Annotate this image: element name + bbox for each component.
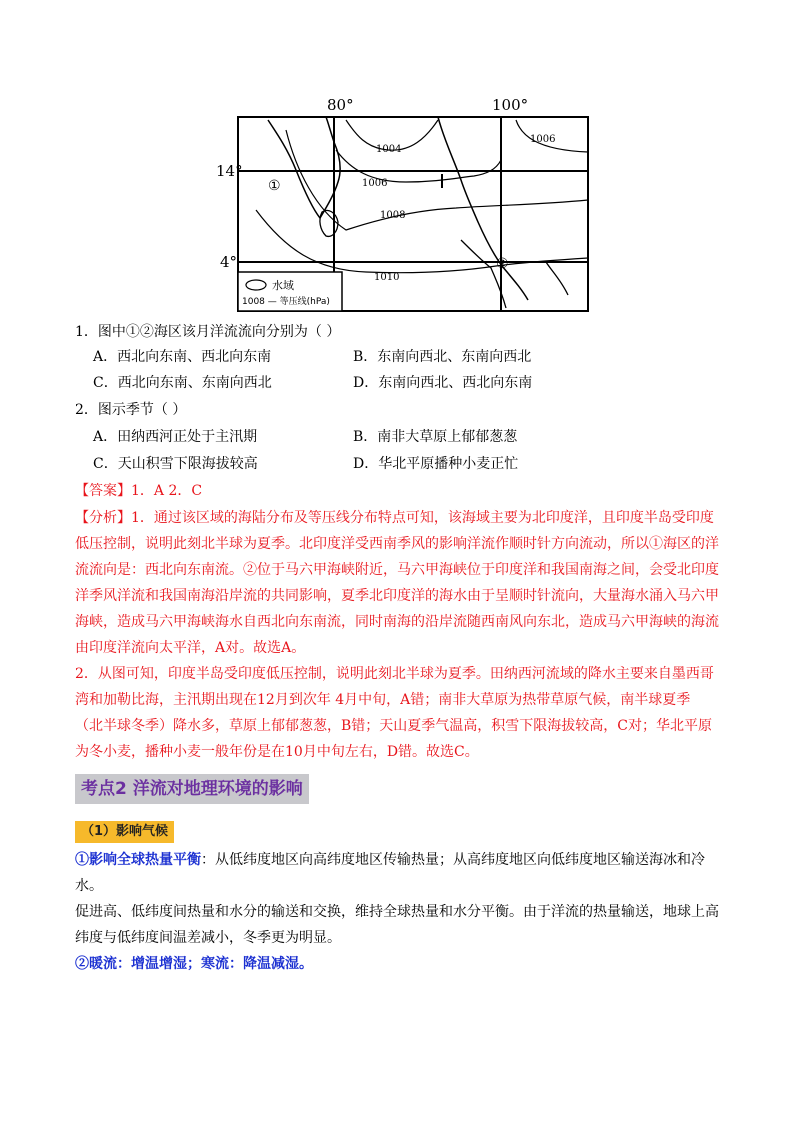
analysis-2-line: 为冬小麦，播种小麦一般年份是在10月中旬左右，D错。故选C。 bbox=[75, 744, 479, 760]
q2-option-b: B．南非大草原上郁郁葱葱 bbox=[353, 429, 518, 445]
analysis-1-line: 洋季风洋流和我国南海沿岸流的共同影响，夏季北印度洋的海水由于呈顺时针流向，大量海水涌入马六甲 bbox=[75, 588, 719, 604]
isobar-label-1006-east: 1006 bbox=[530, 134, 556, 145]
analysis-1-line: 低压控制，说明此刻北半球为夏季。北印度洋受西南季风的影响洋流作顺时针方向流动，所以①海区的洋 bbox=[75, 536, 719, 552]
isobar-1006 bbox=[336, 150, 501, 182]
isobar-label-1006: 1006 bbox=[362, 178, 388, 189]
climate-effect-body bbox=[75, 847, 725, 977]
legend-water-label: 水域 bbox=[272, 279, 294, 292]
body-line-4: ②暖流：增温增湿；寒流：降温减湿。 bbox=[75, 956, 313, 972]
body-line-2: 促进高、低纬度间热量和水分的输送和交换，维持全球热量和水分平衡。由于洋流的热量输送，地球上高 bbox=[75, 904, 719, 920]
isobar-label-1010: 1010 bbox=[374, 272, 400, 283]
isobar-1010 bbox=[256, 210, 588, 273]
isobar-map-figure bbox=[216, 90, 596, 316]
isobar-label-1004: 1004 bbox=[376, 144, 402, 155]
analysis-1-line: 流流向是：西北向东南流。②位于马六甲海峡附近，马六甲海峡位于印度洋和我国南海之间，会受北印度 bbox=[75, 562, 719, 578]
q1-option-b: B．东南向西北、东南向西北 bbox=[353, 349, 532, 365]
legend-isobar-label: 1008 — 等压线(hPa) bbox=[242, 297, 330, 307]
analysis-1-line: 【分析】1．通过该区域的海陆分布及等压线分布特点可知，该海域主要为北印度洋，且印度半岛受印度 bbox=[75, 510, 714, 526]
india-coast bbox=[268, 117, 340, 218]
marker-2: ② bbox=[496, 256, 509, 272]
q1-option-d: D．东南向西北、西北向东南 bbox=[353, 375, 533, 391]
analysis-1 bbox=[75, 505, 725, 661]
q2-option-d: D．华北平原播种小麦正忙 bbox=[353, 456, 519, 472]
lat-14-label: 14° bbox=[216, 162, 243, 180]
sub-title: （1）影响气候 bbox=[75, 821, 174, 843]
analysis-2-line: 2．从图可知，印度半岛受印度低压控制，说明此刻北半球为夏季。田纳西河流域的降水主要来自墨西哥 bbox=[75, 666, 714, 682]
isobar-map bbox=[216, 90, 596, 316]
peninsula bbox=[461, 240, 506, 308]
analysis-2-line: （北半球冬季）降水多，草原上郁郁葱葱，B错；天山夏季气温高，积雪下限海拔较高，C对；华北平原 bbox=[75, 718, 712, 734]
isobar-label-1008: 1008 bbox=[380, 210, 406, 221]
q2-option-a: A．田纳西河正处于主汛期 bbox=[93, 429, 258, 445]
borneo-coast bbox=[546, 262, 568, 295]
q1-option-a: A．西北向东南、西北向东南 bbox=[93, 349, 272, 365]
lon-80-label: 80° bbox=[327, 96, 354, 114]
body-1-label: ①影响全球热量平衡 bbox=[75, 852, 201, 868]
q2-option-c: C．天山积雪下限海拔较高 bbox=[93, 456, 258, 472]
analysis-2-line: 湾和加勒比海，主汛期出现在12月到次年 4月中旬，A错；南非大草原为热带草原气候，南半球夏季 bbox=[75, 692, 691, 708]
question-1-stem: 1．图中①②海区该月洋流流向分别为（ ） bbox=[75, 324, 341, 340]
analysis-1-line: 海峡，造成马六甲海峡海水自西北向东南流，同时南海的沿岸流随西南风向东北，造成马六甲海峡的海流 bbox=[75, 614, 719, 630]
analysis-2 bbox=[75, 661, 725, 765]
analysis-1-line: 由印度洋流向太平洋，A对。故选A。 bbox=[75, 640, 306, 656]
body-1-text: ：从低纬度地区向高纬度地区传输热量；从高纬度地区向低纬度地区输送海冰和冷水。 bbox=[75, 852, 705, 894]
question-2-stem: 2．图示季节（ ） bbox=[75, 402, 187, 418]
q1-option-c: C．西北向东南、东南向西北 bbox=[93, 375, 272, 391]
answer-line: 【答案】1．A 2．C bbox=[75, 483, 203, 499]
body-line-3: 纬度与低纬度间温差减小，冬季更为明显。 bbox=[75, 930, 341, 946]
lon-100-label: 100° bbox=[492, 96, 529, 114]
section-title: 考点2 洋流对地理环境的影响 bbox=[75, 774, 309, 804]
lat-4-label: 4° bbox=[220, 253, 238, 271]
body-line-1 bbox=[75, 847, 725, 899]
marker-1: ① bbox=[268, 178, 281, 194]
